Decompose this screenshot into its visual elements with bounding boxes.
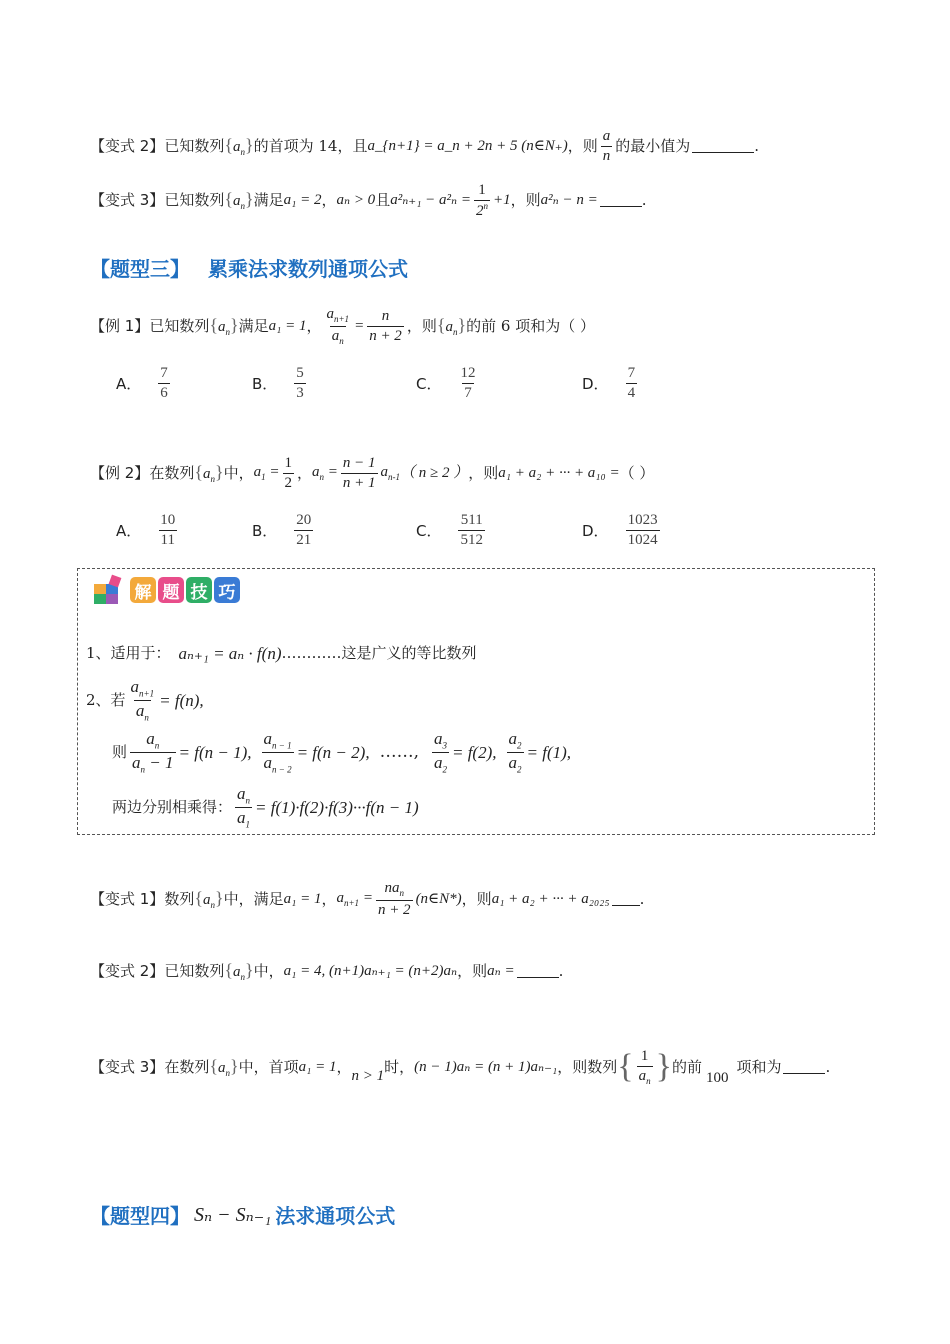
- recurrence-eq: (n − 1)aₙ = (n + 1)aₙ₋₁: [414, 1058, 558, 1075]
- option-fraction: $\frac{511}{512}$: [460, 512, 483, 548]
- comma: ，: [321, 889, 337, 908]
- text: 则: [112, 743, 128, 762]
- condition-positive: aₙ > 0: [336, 192, 376, 208]
- dots: ……,: [379, 742, 419, 763]
- text: 中，: [253, 962, 284, 980]
- seq-reciprocal: { $\frac{1}{a_n}$ }: [617, 1048, 672, 1086]
- text: 2、若: [86, 691, 126, 710]
- formula: = f(2),: [451, 743, 497, 763]
- text: ，则: [457, 962, 488, 980]
- text: 已知数列: [164, 191, 225, 209]
- text: ，则: [567, 136, 598, 155]
- formula: = f(n − 2),: [296, 743, 370, 763]
- text: ，则: [510, 191, 541, 209]
- option-label: C．: [416, 521, 442, 540]
- text: 中，首项: [238, 1057, 299, 1076]
- formula: Sₙ − Sₙ₋₁: [194, 1204, 272, 1226]
- text: 在数列: [149, 463, 195, 482]
- answer-blank[interactable]: [517, 965, 559, 978]
- fraction: $\frac{a_n}{a_n - 1}$: [132, 729, 174, 775]
- option-c[interactable]: [416, 512, 488, 548]
- tip-char-3: 技: [186, 577, 212, 603]
- option-b[interactable]: [252, 365, 309, 401]
- fraction-n-over-n2: $\frac{n}{n + 2}$: [369, 308, 402, 344]
- option-label: B．: [252, 521, 278, 540]
- answer-blank[interactable]: [612, 893, 640, 906]
- formula: = f(n − 1),: [178, 743, 252, 763]
- fraction-recurrence: $\frac{n - 1}{n + 1}$: [342, 455, 376, 491]
- option-fraction: $\frac{10}{11}$: [160, 512, 176, 548]
- plus-one: +1: [492, 192, 511, 208]
- seq-an: $\{a_n\}$: [194, 887, 224, 910]
- condition-n: （ n ≥ 2 ）: [400, 464, 469, 481]
- question-expr: a²ₙ − n =: [540, 192, 598, 208]
- formula: = f(1)·f(2)·f(3)···f(n − 1): [255, 798, 419, 818]
- tip-line-2: [86, 678, 204, 724]
- fraction-an-over-n: $\frac{a}{n}$: [602, 128, 611, 164]
- example-2: 【例 2】 在数列 $\{a_n\}$ 中， $a_1$ = $\frac{1}{2}$ ， $a_n$ = $\frac{n - 1}{n + 1}$ $a_{n-1}$ （ n ≥ 2 ） ，则 a₁ + a₂ + ··· + a₁₀ = （ ）: [90, 455, 655, 491]
- tips-badge: [94, 576, 240, 604]
- label: 【变式 2】: [90, 962, 165, 980]
- label: 【例 1】: [90, 316, 150, 335]
- sum-expr: a₁ + a₂ + ··· + a₂₀₂₅: [491, 890, 610, 907]
- fraction-half: $\frac{1}{2}$: [284, 455, 292, 491]
- option-label: C．: [416, 374, 442, 393]
- seq-an: $\{a_n\}$: [224, 960, 254, 982]
- option-c[interactable]: [416, 365, 480, 401]
- text: 且: [375, 191, 391, 209]
- count: 100: [705, 1069, 729, 1086]
- option-label: B．: [252, 374, 278, 393]
- recurrence-eq: a₁ = 4, (n+1)aₙ₊₁ = (n+2)aₙ: [283, 963, 458, 979]
- text: 满足: [238, 316, 269, 335]
- option-fraction: $\frac{7}{4}$: [627, 365, 636, 401]
- option-label: A．: [116, 521, 142, 540]
- sum-expr: a₁ + a₂ + ··· + a₁₀ =: [498, 464, 620, 481]
- text: 数列: [164, 889, 195, 908]
- option-a[interactable]: [116, 512, 180, 548]
- option-fraction: $\frac{1023}{1024}$: [627, 512, 658, 548]
- formula: = f(n),: [159, 691, 204, 711]
- fraction-ratio: $\frac{a_{n+1}}{a_n}$: [326, 306, 350, 346]
- fraction: $\frac{a_2}{a_2}$: [508, 729, 522, 775]
- bracket: 】: [170, 1204, 190, 1228]
- fraction-ratio: $\frac{a_{n+1}}{a_n}$: [130, 677, 155, 723]
- text: 的最小值为: [615, 136, 691, 155]
- option-fraction: $\frac{12}{7}$: [460, 365, 476, 401]
- text: 项和为: [736, 1057, 782, 1076]
- tip-line-4: [112, 785, 419, 831]
- tip-char-1: 解: [130, 577, 156, 603]
- text: 在数列: [164, 1057, 210, 1076]
- fraction-recurrence: $\frac{na_n}{n + 2}$: [377, 880, 411, 918]
- option-fraction: $\frac{20}{21}$: [296, 512, 312, 548]
- puzzle-icon: [94, 576, 122, 604]
- option-label: A．: [116, 374, 142, 393]
- option-b[interactable]: [252, 512, 316, 548]
- period: .: [754, 136, 760, 155]
- bracket: 【: [90, 257, 110, 281]
- text: 满足: [253, 191, 284, 209]
- option-d[interactable]: [582, 365, 640, 401]
- dots: …………: [281, 644, 342, 662]
- answer-blank[interactable]: [783, 1061, 825, 1074]
- section-heading-4: [90, 1200, 395, 1229]
- text: ，则: [468, 463, 499, 482]
- formula: = f(1),: [526, 743, 572, 763]
- text: 的首项为 14，且: [253, 136, 368, 155]
- label: 【例 2】: [90, 463, 150, 482]
- recurrence-eq: a_{n+1} = a_n + 2n + 5 (n∈N₊): [367, 137, 568, 154]
- section-title: 题型三: [110, 257, 170, 281]
- label: 【变式 1】: [90, 889, 165, 908]
- section-title: 题型四: [110, 1204, 170, 1228]
- period: .: [825, 1057, 831, 1076]
- example-1: 【例 1】 已知数列 $\{a_n\}$ 满足 a₁ = 1 ， $\frac{a_{n+1}}{a_n}$ = $\frac{n}{n + 2}$ ，则 $\{a_n\}$ 的前 6 项和为（ ）: [90, 306, 595, 346]
- seq-an: $\{a_n\}$: [224, 134, 254, 157]
- seq-an: $\{a_n\}$: [209, 1055, 239, 1078]
- text: 已知数列: [164, 136, 225, 155]
- seq-an: $\{a_n\}$: [194, 461, 224, 484]
- comma: ，: [336, 1057, 352, 1076]
- period: .: [639, 889, 645, 908]
- seq-an: $\{a_n\}$: [436, 314, 467, 337]
- text: 时，: [384, 1057, 415, 1076]
- period: .: [558, 962, 564, 980]
- text: ，则: [406, 316, 437, 335]
- variant-2-bottom: [90, 961, 563, 982]
- text: 两边分别相乘得：: [112, 798, 233, 817]
- option-fraction: $\frac{7}{6}$: [160, 365, 168, 401]
- condition-a1: a₁ = 1: [268, 317, 307, 334]
- fraction: $\frac{a_{n - 1}}{a_{n - 2}}$: [263, 729, 292, 775]
- tip-line-3: [112, 730, 571, 776]
- text: 1、适用于：: [86, 644, 171, 662]
- seq-an: $\{a_n\}$: [209, 314, 239, 337]
- text: 中，满足: [223, 889, 284, 908]
- label: 【变式 3】: [90, 191, 165, 209]
- option-a[interactable]: [116, 365, 173, 401]
- question-expr: aₙ =: [487, 963, 515, 979]
- section-heading-3: [90, 253, 408, 282]
- section-text: 累乘法求数列通项公式: [208, 257, 408, 281]
- answer-blank[interactable]: [692, 140, 754, 153]
- bracket: 】: [170, 257, 190, 281]
- variant-3-bottom: [90, 1048, 830, 1086]
- text: 中，: [223, 463, 254, 482]
- section-text: 法求通项公式: [275, 1204, 396, 1228]
- text: 的前 6 项和为（ ）: [466, 316, 595, 335]
- fraction: $\frac{a_n}{a_1}$: [237, 784, 251, 830]
- condition-a1: a₁ = 1: [283, 890, 322, 907]
- bracket: 【: [90, 1204, 110, 1228]
- tip-char-2: 题: [158, 577, 184, 603]
- variant-3-top: [90, 182, 646, 219]
- fraction: $\frac{a_3}{a_2}$: [433, 729, 447, 775]
- seq-an: $\{a_n\}$: [224, 189, 254, 211]
- tip-char-4: 巧: [214, 577, 240, 603]
- text: （ ）: [619, 463, 655, 482]
- variant-1-bottom: 【变式 1】 数列 $\{a_n\}$ 中，满足 a₁ = 1 ， $a_{n+1}$ = $\frac{na_n}{n + 2}$ (n∈N*) ，则 a₁ + a₂ + ··· + a₂₀₂₅ .: [90, 880, 645, 918]
- option-label: D．: [582, 374, 609, 393]
- variant-2-top: [90, 128, 759, 164]
- text: 已知数列: [164, 962, 225, 980]
- comma: ，: [306, 316, 322, 335]
- condition-a1: a₁ = 1: [298, 1058, 337, 1075]
- text: 已知数列: [149, 316, 210, 335]
- condition-n: n > 1: [351, 1067, 385, 1084]
- label: 【变式 2】: [90, 136, 165, 155]
- recurrence-lhs: a²ₙ₊₁ − a²ₙ =: [390, 192, 471, 208]
- answer-blank[interactable]: [600, 194, 642, 207]
- text: 这是广义的等比数列: [341, 644, 477, 662]
- tip-line-1: [86, 645, 477, 662]
- label: 【变式 3】: [90, 1057, 165, 1076]
- text: ，则数列: [557, 1057, 618, 1076]
- condition-n: (n∈N*): [415, 890, 462, 907]
- period: .: [641, 191, 647, 209]
- text: 的前: [671, 1057, 702, 1076]
- comma: ，: [321, 191, 337, 209]
- option-fraction: $\frac{5}{3}$: [296, 365, 304, 401]
- condition-a1: a₁ = 2: [283, 192, 322, 208]
- formula: aₙ₊₁ = aₙ · f(n): [178, 644, 282, 663]
- fraction-one-over-2n: $\frac{1}{2^n}$: [475, 182, 488, 219]
- option-d[interactable]: [582, 512, 663, 548]
- text: ，则: [461, 889, 492, 908]
- option-label: D．: [582, 521, 609, 540]
